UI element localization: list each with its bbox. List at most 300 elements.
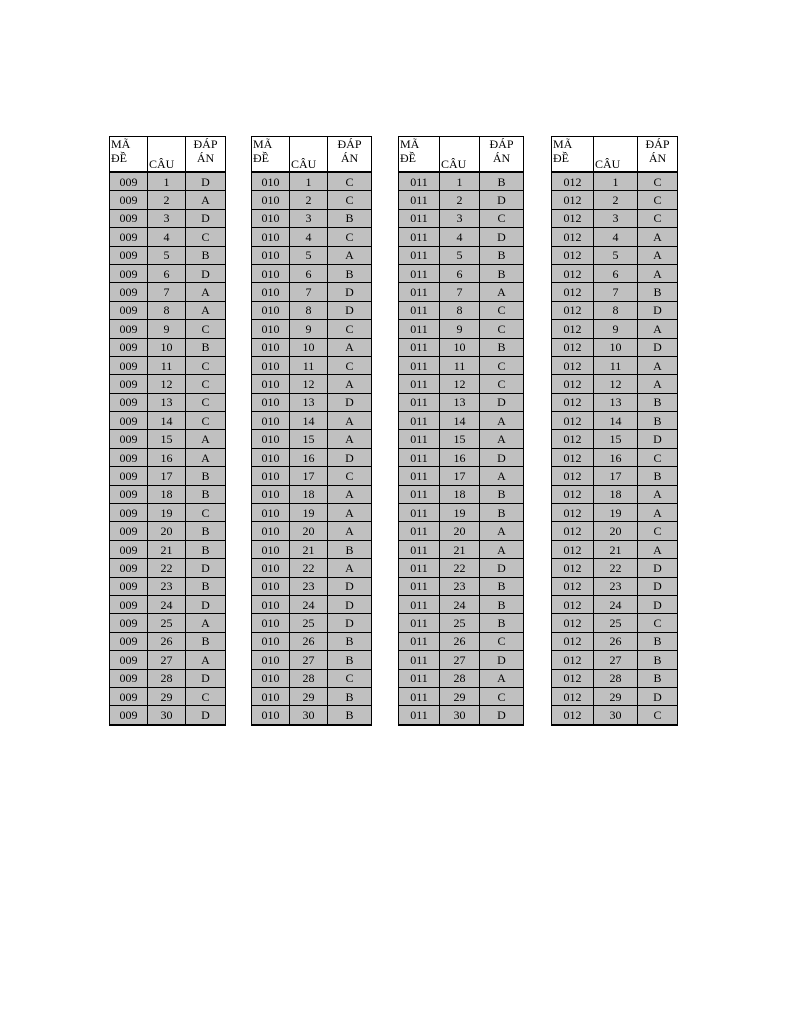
- cell-dap-an: A: [638, 504, 678, 522]
- cell-ma-de: 011: [399, 522, 440, 540]
- table-row: [552, 485, 678, 503]
- cell-cau: 27: [594, 651, 638, 669]
- cell-ma-de: 012: [552, 669, 594, 687]
- cell-ma-de: 010: [252, 706, 290, 725]
- cell-cau: 28: [594, 669, 638, 687]
- table-row: [399, 687, 524, 705]
- cell-dap-an: B: [328, 651, 372, 669]
- table-row: [552, 632, 678, 650]
- cell-ma-de: 009: [110, 338, 148, 356]
- cell-cau: 19: [440, 504, 480, 522]
- cell-ma-de: 010: [252, 632, 290, 650]
- cell-cau: 25: [148, 614, 186, 632]
- cell-ma-de: 010: [252, 412, 290, 430]
- cell-dap-an: B: [480, 485, 524, 503]
- cell-ma-de: 011: [399, 264, 440, 282]
- cell-ma-de: 012: [552, 706, 594, 725]
- table-row: [399, 540, 524, 558]
- cell-cau: 5: [440, 246, 480, 264]
- table-row: [110, 669, 226, 687]
- cell-cau: 18: [594, 485, 638, 503]
- cell-ma-de: 011: [399, 412, 440, 430]
- table-row: [110, 614, 226, 632]
- header-dap-an: [328, 137, 372, 173]
- cell-cau: 12: [594, 375, 638, 393]
- cell-ma-de: 012: [552, 651, 594, 669]
- table-row: [552, 356, 678, 374]
- cell-ma-de: 009: [110, 632, 148, 650]
- table-row: [252, 669, 372, 687]
- cell-dap-an: D: [328, 301, 372, 319]
- cell-dap-an: D: [328, 448, 372, 466]
- table-row: [399, 485, 524, 503]
- cell-ma-de: 011: [399, 301, 440, 319]
- cell-ma-de: 010: [252, 522, 290, 540]
- cell-dap-an: D: [480, 228, 524, 246]
- cell-cau: 2: [594, 191, 638, 209]
- header-dap-an: [186, 137, 226, 173]
- cell-cau: 9: [290, 320, 328, 338]
- header-ma-line1: MÃ: [253, 137, 273, 151]
- cell-dap-an: A: [328, 246, 372, 264]
- cell-ma-de: 012: [552, 467, 594, 485]
- cell-dap-an: A: [328, 375, 372, 393]
- cell-ma-de: 012: [552, 577, 594, 595]
- cell-cau: 4: [594, 228, 638, 246]
- table-row: [399, 375, 524, 393]
- table-row: [252, 320, 372, 338]
- cell-ma-de: 011: [399, 283, 440, 301]
- cell-dap-an: B: [480, 614, 524, 632]
- cell-ma-de: 010: [252, 246, 290, 264]
- cell-cau: 1: [290, 172, 328, 191]
- cell-dap-an: C: [638, 614, 678, 632]
- cell-ma-de: 011: [399, 559, 440, 577]
- cell-dap-an: A: [480, 430, 524, 448]
- cell-dap-an: A: [638, 375, 678, 393]
- table-row: [399, 467, 524, 485]
- cell-dap-an: C: [328, 228, 372, 246]
- cell-ma-de: 012: [552, 320, 594, 338]
- cell-ma-de: 012: [552, 614, 594, 632]
- cell-dap-an: C: [328, 172, 372, 191]
- table-row: [552, 301, 678, 319]
- cell-cau: 4: [440, 228, 480, 246]
- cell-ma-de: 012: [552, 375, 594, 393]
- table-row: [552, 209, 678, 227]
- table-row: [110, 577, 226, 595]
- cell-cau: 7: [290, 283, 328, 301]
- cell-dap-an: D: [638, 595, 678, 613]
- cell-ma-de: 009: [110, 614, 148, 632]
- cell-ma-de: 010: [252, 504, 290, 522]
- table-row: [252, 393, 372, 411]
- table-row: [110, 412, 226, 430]
- cell-cau: 19: [594, 504, 638, 522]
- table-row: [252, 430, 372, 448]
- cell-dap-an: C: [328, 191, 372, 209]
- header-dapan-line1: ĐÁP: [193, 137, 218, 151]
- table-row: [399, 577, 524, 595]
- cell-cau: 29: [440, 687, 480, 705]
- cell-ma-de: 011: [399, 467, 440, 485]
- cell-ma-de: 010: [252, 430, 290, 448]
- cell-ma-de: 009: [110, 228, 148, 246]
- table-row: [399, 632, 524, 650]
- cell-dap-an: D: [186, 595, 226, 613]
- cell-ma-de: 009: [110, 706, 148, 725]
- cell-ma-de: 012: [552, 338, 594, 356]
- cell-dap-an: A: [328, 338, 372, 356]
- cell-dap-an: C: [186, 356, 226, 374]
- table-row: [552, 577, 678, 595]
- cell-dap-an: A: [328, 412, 372, 430]
- cell-cau: 8: [594, 301, 638, 319]
- cell-cau: 14: [290, 412, 328, 430]
- cell-ma-de: 009: [110, 412, 148, 430]
- table-row: [110, 485, 226, 503]
- cell-cau: 30: [148, 706, 186, 725]
- cell-dap-an: A: [638, 356, 678, 374]
- cell-ma-de: 009: [110, 559, 148, 577]
- cell-ma-de: 010: [252, 228, 290, 246]
- cell-cau: 23: [290, 577, 328, 595]
- cell-ma-de: 010: [252, 172, 290, 191]
- table-row: [110, 559, 226, 577]
- cell-ma-de: 011: [399, 448, 440, 466]
- cell-ma-de: 009: [110, 393, 148, 411]
- cell-cau: 5: [594, 246, 638, 264]
- cell-ma-de: 012: [552, 191, 594, 209]
- cell-dap-an: B: [638, 393, 678, 411]
- table-row: [399, 209, 524, 227]
- table-row: [252, 687, 372, 705]
- cell-ma-de: 012: [552, 595, 594, 613]
- cell-dap-an: A: [480, 467, 524, 485]
- cell-ma-de: 009: [110, 430, 148, 448]
- cell-cau: 10: [440, 338, 480, 356]
- cell-cau: 24: [594, 595, 638, 613]
- cell-ma-de: 009: [110, 283, 148, 301]
- cell-ma-de: 009: [110, 209, 148, 227]
- cell-cau: 27: [148, 651, 186, 669]
- table-row: [552, 651, 678, 669]
- table-row: [252, 467, 372, 485]
- table-row: [252, 651, 372, 669]
- table-row: [552, 448, 678, 466]
- cell-dap-an: C: [480, 209, 524, 227]
- table-row: [110, 172, 226, 191]
- cell-ma-de: 011: [399, 632, 440, 650]
- cell-dap-an: C: [328, 356, 372, 374]
- cell-dap-an: C: [638, 209, 678, 227]
- cell-ma-de: 011: [399, 706, 440, 725]
- cell-dap-an: C: [480, 375, 524, 393]
- cell-ma-de: 012: [552, 172, 594, 191]
- table-row: [252, 301, 372, 319]
- cell-ma-de: 009: [110, 375, 148, 393]
- cell-ma-de: 011: [399, 504, 440, 522]
- cell-dap-an: B: [328, 632, 372, 650]
- cell-cau: 14: [440, 412, 480, 430]
- cell-ma-de: 012: [552, 356, 594, 374]
- cell-cau: 9: [594, 320, 638, 338]
- cell-ma-de: 012: [552, 504, 594, 522]
- cell-cau: 12: [440, 375, 480, 393]
- table-row: [399, 191, 524, 209]
- cell-ma-de: 009: [110, 264, 148, 282]
- cell-ma-de: 011: [399, 172, 440, 191]
- table-row: [552, 412, 678, 430]
- cell-dap-an: D: [186, 264, 226, 282]
- cell-ma-de: 010: [252, 375, 290, 393]
- cell-ma-de: 011: [399, 246, 440, 264]
- cell-dap-an: D: [638, 687, 678, 705]
- cell-ma-de: 010: [252, 559, 290, 577]
- cell-dap-an: B: [638, 283, 678, 301]
- cell-cau: 1: [440, 172, 480, 191]
- cell-cau: 23: [440, 577, 480, 595]
- cell-cau: 2: [290, 191, 328, 209]
- cell-dap-an: B: [186, 522, 226, 540]
- header-ma-line2: ĐỀ: [111, 151, 127, 165]
- cell-ma-de: 011: [399, 485, 440, 503]
- cell-ma-de: 012: [552, 632, 594, 650]
- cell-dap-an: D: [328, 393, 372, 411]
- table-row: [110, 393, 226, 411]
- cell-dap-an: C: [328, 467, 372, 485]
- cell-dap-an: A: [186, 191, 226, 209]
- cell-ma-de: 012: [552, 485, 594, 503]
- cell-dap-an: D: [480, 393, 524, 411]
- cell-cau: 21: [440, 540, 480, 558]
- cell-cau: 15: [290, 430, 328, 448]
- cell-dap-an: B: [186, 632, 226, 650]
- cell-dap-an: A: [186, 651, 226, 669]
- table-row: [552, 228, 678, 246]
- table-row: [252, 577, 372, 595]
- cell-dap-an: B: [186, 485, 226, 503]
- table-row: [110, 687, 226, 705]
- cell-dap-an: A: [638, 485, 678, 503]
- table-row: [110, 430, 226, 448]
- cell-cau: 14: [148, 412, 186, 430]
- cell-cau: 20: [290, 522, 328, 540]
- cell-cau: 8: [148, 301, 186, 319]
- header-cau: CÂU: [440, 137, 480, 173]
- table-row: [110, 522, 226, 540]
- cell-dap-an: C: [186, 375, 226, 393]
- table-row: [252, 412, 372, 430]
- cell-ma-de: 012: [552, 448, 594, 466]
- cell-ma-de: 011: [399, 228, 440, 246]
- cell-dap-an: D: [328, 577, 372, 595]
- table-row: [110, 264, 226, 282]
- cell-cau: 28: [290, 669, 328, 687]
- cell-cau: 1: [594, 172, 638, 191]
- cell-ma-de: 011: [399, 687, 440, 705]
- cell-dap-an: C: [638, 448, 678, 466]
- cell-cau: 16: [594, 448, 638, 466]
- table-row: [252, 246, 372, 264]
- cell-dap-an: C: [480, 687, 524, 705]
- cell-cau: 7: [148, 283, 186, 301]
- table-row: [552, 430, 678, 448]
- cell-ma-de: 010: [252, 669, 290, 687]
- cell-dap-an: D: [638, 577, 678, 595]
- cell-cau: 15: [148, 430, 186, 448]
- table-row: [552, 595, 678, 613]
- table-row: [252, 559, 372, 577]
- cell-dap-an: A: [328, 559, 372, 577]
- cell-cau: 6: [594, 264, 638, 282]
- cell-ma-de: 010: [252, 614, 290, 632]
- table-row: [552, 172, 678, 191]
- cell-cau: 10: [148, 338, 186, 356]
- header-row: [399, 137, 524, 173]
- cell-ma-de: 010: [252, 393, 290, 411]
- table-row: [252, 338, 372, 356]
- cell-ma-de: 012: [552, 430, 594, 448]
- cell-ma-de: 011: [399, 540, 440, 558]
- header-ma-line2: ĐỀ: [553, 151, 569, 165]
- table-row: [552, 393, 678, 411]
- cell-ma-de: 012: [552, 264, 594, 282]
- cell-cau: 13: [290, 393, 328, 411]
- cell-ma-de: 012: [552, 559, 594, 577]
- cell-cau: 27: [440, 651, 480, 669]
- table-row: [252, 356, 372, 374]
- cell-cau: 24: [290, 595, 328, 613]
- cell-cau: 17: [440, 467, 480, 485]
- cell-cau: 3: [594, 209, 638, 227]
- cell-cau: 30: [290, 706, 328, 725]
- table-row: [399, 614, 524, 632]
- table-row: [252, 172, 372, 191]
- cell-dap-an: B: [638, 651, 678, 669]
- table-row: [110, 706, 226, 725]
- cell-cau: 3: [290, 209, 328, 227]
- table-row: [552, 559, 678, 577]
- table-row: [110, 595, 226, 613]
- cell-dap-an: D: [328, 283, 372, 301]
- cell-dap-an: C: [328, 669, 372, 687]
- table-row: [552, 191, 678, 209]
- cell-dap-an: D: [480, 706, 524, 725]
- table-row: [110, 467, 226, 485]
- cell-cau: 9: [440, 320, 480, 338]
- cell-cau: 4: [148, 228, 186, 246]
- cell-cau: 4: [290, 228, 328, 246]
- table-row: [252, 522, 372, 540]
- cell-dap-an: B: [480, 504, 524, 522]
- cell-ma-de: 009: [110, 320, 148, 338]
- cell-dap-an: D: [638, 301, 678, 319]
- table-row: [399, 706, 524, 725]
- table-row: [110, 338, 226, 356]
- table-row: [552, 687, 678, 705]
- cell-dap-an: A: [186, 430, 226, 448]
- table-row: [110, 651, 226, 669]
- header-ma-de: [399, 137, 440, 173]
- cell-cau: 20: [440, 522, 480, 540]
- cell-cau: 11: [594, 356, 638, 374]
- cell-ma-de: 009: [110, 577, 148, 595]
- table-row: [399, 338, 524, 356]
- header-dapan-line2: ÁN: [492, 151, 511, 165]
- table-row: [552, 246, 678, 264]
- cell-cau: 16: [290, 448, 328, 466]
- cell-dap-an: C: [638, 172, 678, 191]
- cell-ma-de: 010: [252, 264, 290, 282]
- cell-dap-an: C: [186, 412, 226, 430]
- table-row: [399, 301, 524, 319]
- cell-ma-de: 011: [399, 320, 440, 338]
- cell-cau: 26: [148, 632, 186, 650]
- cell-dap-an: A: [328, 504, 372, 522]
- cell-ma-de: 012: [552, 246, 594, 264]
- cell-ma-de: 009: [110, 522, 148, 540]
- table-row: [552, 669, 678, 687]
- table-row: [110, 356, 226, 374]
- cell-ma-de: 011: [399, 338, 440, 356]
- cell-cau: 25: [290, 614, 328, 632]
- header-ma-line2: ĐỀ: [400, 151, 416, 165]
- cell-cau: 2: [148, 191, 186, 209]
- cell-cau: 26: [440, 632, 480, 650]
- cell-cau: 11: [440, 356, 480, 374]
- cell-cau: 13: [148, 393, 186, 411]
- header-ma-de: [110, 137, 148, 173]
- cell-dap-an: B: [186, 540, 226, 558]
- cell-cau: 11: [290, 356, 328, 374]
- cell-dap-an: A: [638, 264, 678, 282]
- cell-ma-de: 012: [552, 393, 594, 411]
- cell-cau: 21: [290, 540, 328, 558]
- cell-ma-de: 009: [110, 448, 148, 466]
- cell-dap-an: B: [328, 540, 372, 558]
- cell-cau: 29: [594, 687, 638, 705]
- cell-dap-an: B: [186, 246, 226, 264]
- cell-ma-de: 009: [110, 356, 148, 374]
- header-dapan-line1: ĐÁP: [645, 137, 670, 151]
- cell-cau: 21: [594, 540, 638, 558]
- cell-dap-an: C: [186, 393, 226, 411]
- cell-dap-an: C: [186, 687, 226, 705]
- cell-dap-an: B: [480, 338, 524, 356]
- header-ma-de: [552, 137, 594, 173]
- table-row: [552, 504, 678, 522]
- cell-cau: 12: [290, 375, 328, 393]
- header-dapan-line2: ÁN: [648, 151, 667, 165]
- table-row: [552, 522, 678, 540]
- cell-ma-de: 010: [252, 283, 290, 301]
- cell-cau: 12: [148, 375, 186, 393]
- answer-table-010: [251, 136, 372, 726]
- cell-dap-an: D: [638, 559, 678, 577]
- cell-cau: 22: [594, 559, 638, 577]
- cell-cau: 22: [290, 559, 328, 577]
- cell-dap-an: B: [638, 669, 678, 687]
- cell-dap-an: D: [328, 595, 372, 613]
- cell-ma-de: 011: [399, 209, 440, 227]
- cell-ma-de: 010: [252, 577, 290, 595]
- cell-dap-an: D: [186, 209, 226, 227]
- cell-cau: 5: [148, 246, 186, 264]
- header-dapan-line2: ÁN: [340, 151, 359, 165]
- header-row: [252, 137, 372, 173]
- cell-ma-de: 009: [110, 669, 148, 687]
